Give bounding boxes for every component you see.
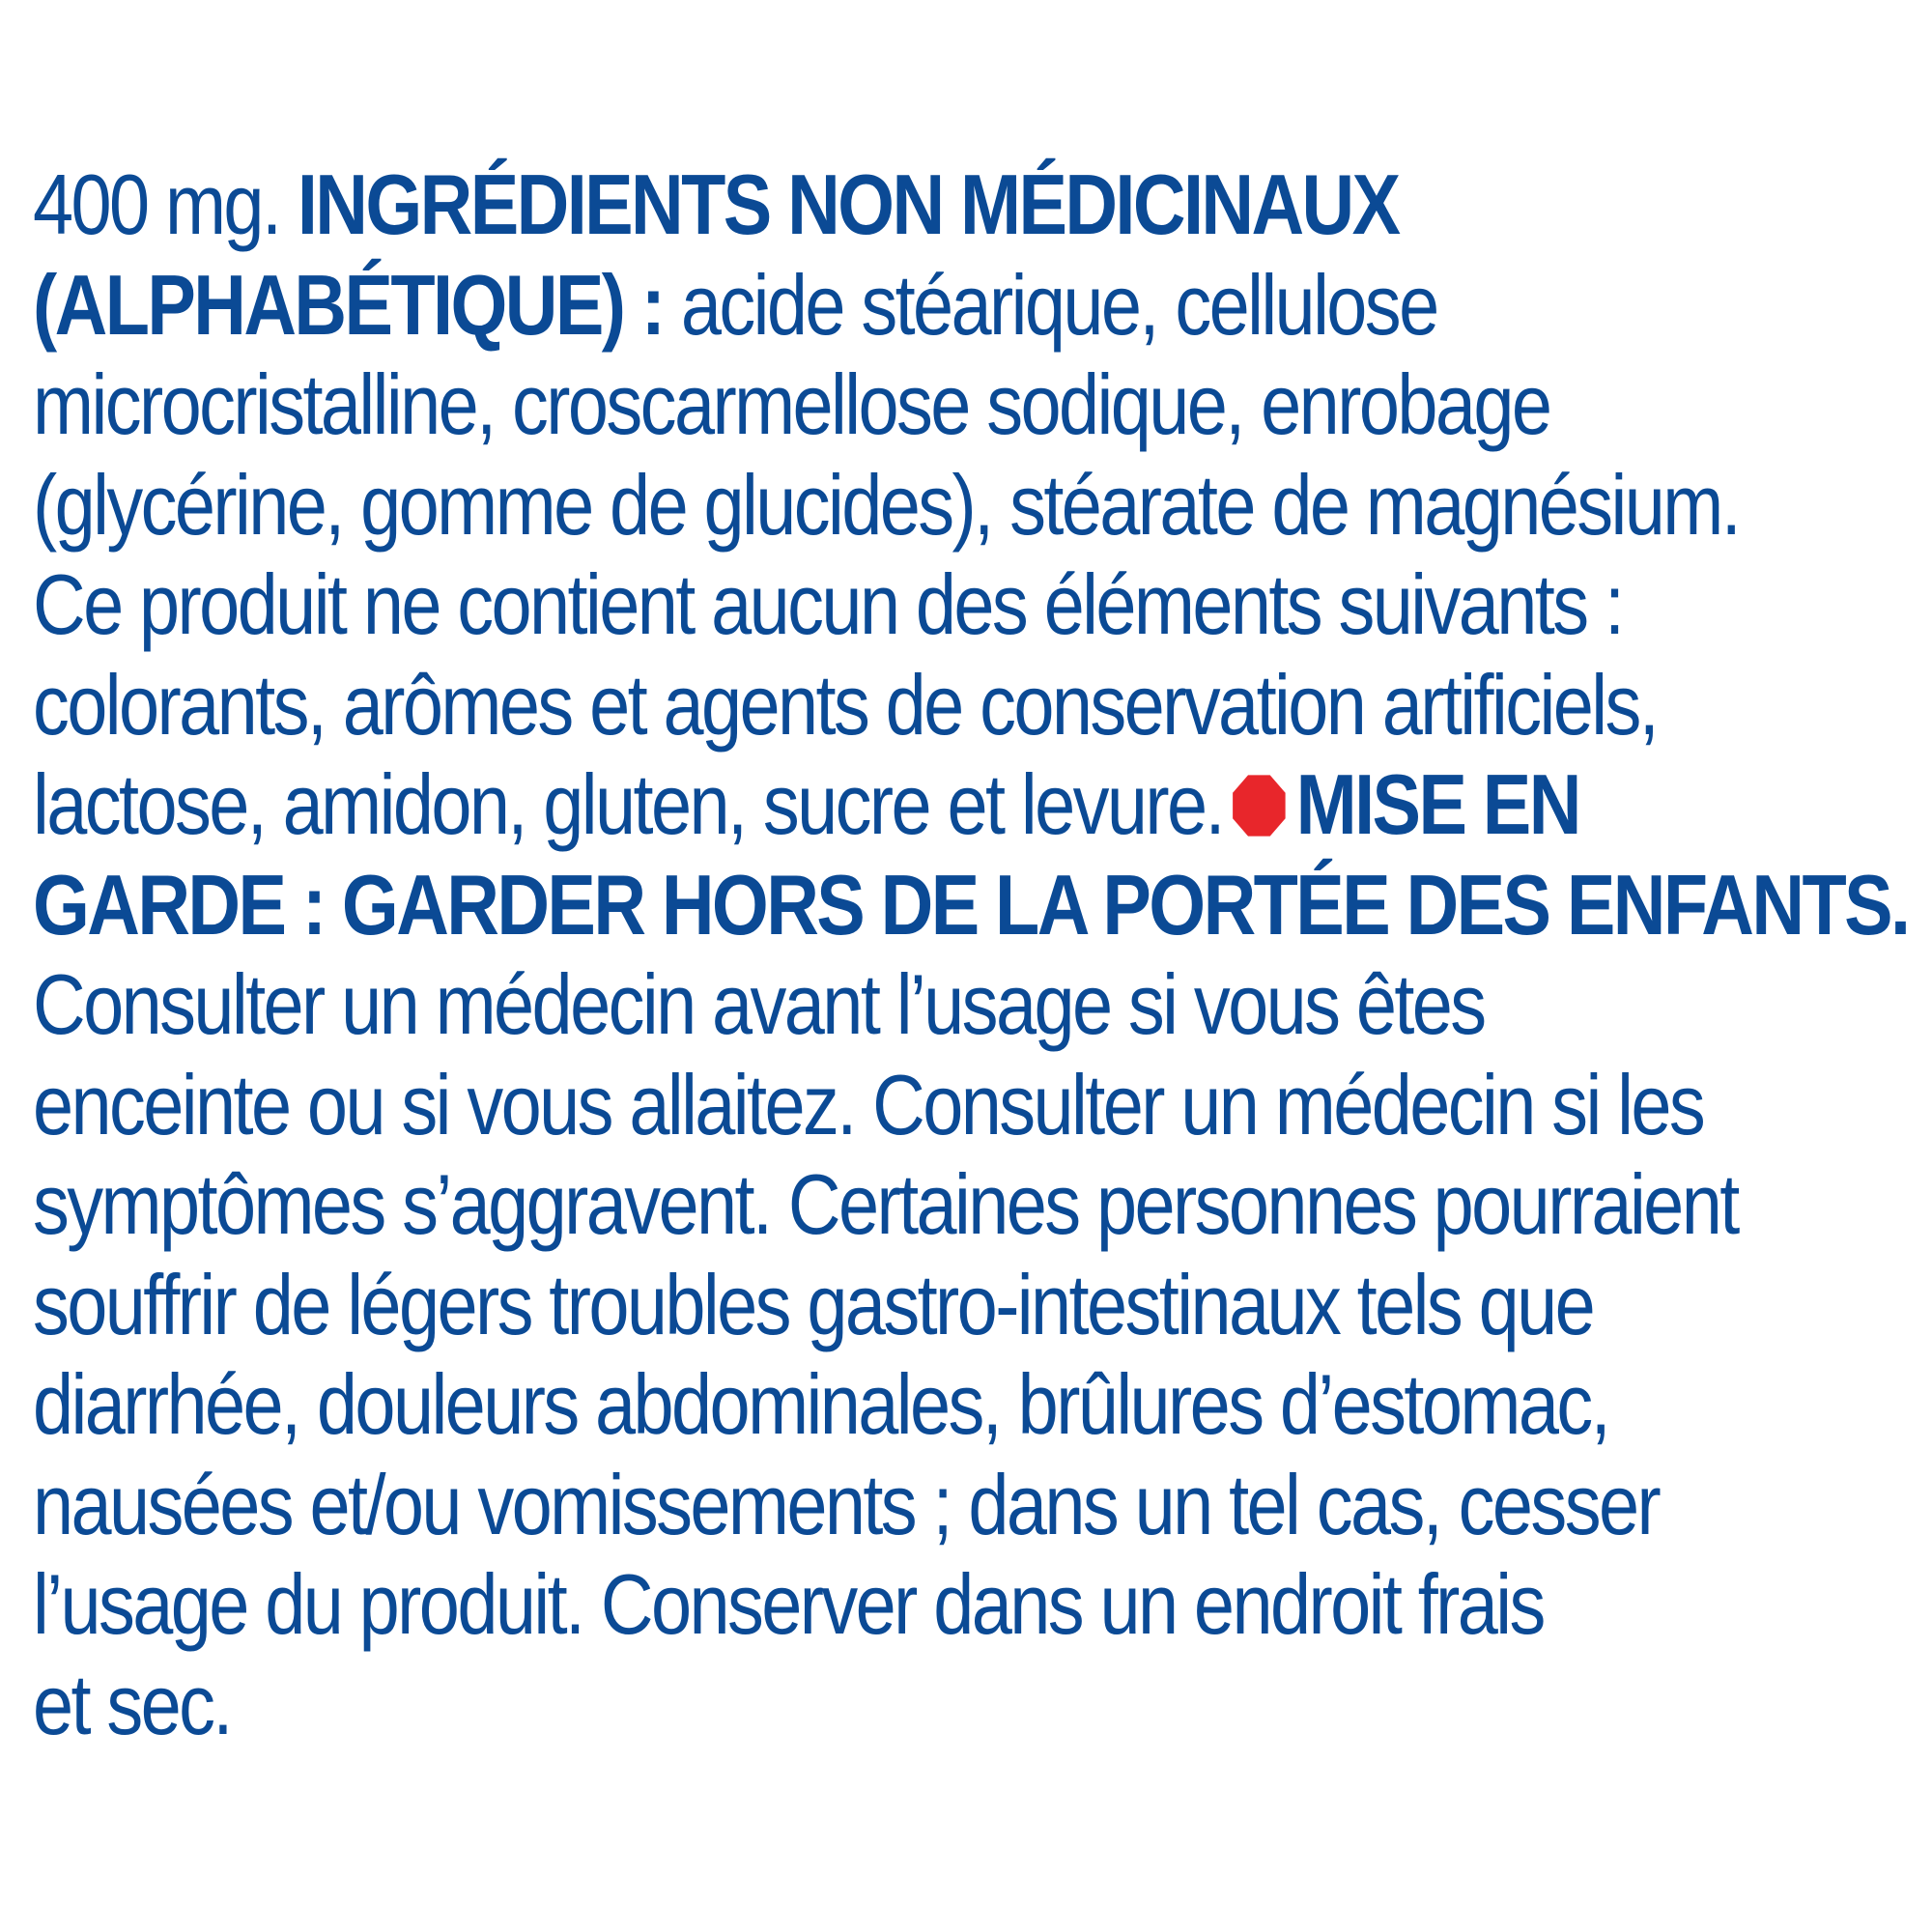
line-text: Consulter un médecin avant l’usage si vous êtes — [33, 956, 1485, 1052]
warning-heading-text: GARDE : GARDER HORS DE LA PORTÉE DES ENFANTS. — [33, 856, 1909, 952]
line-text: colorants, arômes et agents de conservation artificiels, — [33, 656, 1658, 753]
label-line — [33, 954, 1662, 1055]
label-line — [33, 754, 1662, 855]
heading-text: (ALPHABÉTIQUE) : — [33, 256, 664, 353]
line-text: Ce produit ne contient aucun des éléments suivants : — [33, 556, 1623, 652]
label-line — [33, 355, 1662, 455]
line-text: symptômes s’aggravent. Certaines personnes pourraient — [33, 1156, 1738, 1252]
label-line — [33, 455, 1740, 555]
label-line — [33, 1354, 1662, 1455]
line-text: lactose, amidon, gluten, sucre et levure. — [33, 756, 1223, 852]
label-line — [33, 655, 1662, 755]
label-line — [33, 1655, 1662, 1755]
label-line — [33, 554, 1662, 655]
label-line — [33, 1154, 1738, 1255]
label-line — [33, 1554, 1662, 1655]
line-text: (glycérine, gomme de glucides), stéarate de magnésium. — [33, 456, 1740, 553]
line-text: et sec. — [33, 1656, 231, 1752]
heading-text: INGRÉDIENTS NON MÉDICINAUX — [297, 156, 1399, 252]
stop-sign-shape — [1233, 775, 1285, 836]
line-text: souffrir de légers troubles gastro-intestinaux tels que — [33, 1256, 1594, 1352]
label-line — [33, 1055, 1704, 1155]
warning-heading-text: MISE EN — [1295, 756, 1579, 852]
label-line — [33, 1255, 1662, 1355]
product-label-text — [33, 155, 1909, 1754]
line-text: nausées et/ou vomissements ; dans un tel cas, cesser — [33, 1456, 1660, 1552]
label-line — [33, 255, 1662, 355]
line-text: acide stéarique, cellulose — [663, 256, 1437, 353]
label-line — [33, 1455, 1662, 1555]
line-text: diarrhée, douleurs abdominales, brûlures d’estomac, — [33, 1356, 1609, 1452]
stop-sign-icon — [1232, 774, 1287, 838]
label-line — [33, 855, 1909, 955]
line-text: 400 mg. — [33, 156, 298, 252]
label-line — [33, 155, 1662, 255]
line-text: microcristalline, croscarmellose sodique, enrobage — [33, 356, 1550, 452]
line-text: l’usage du produit. Conserver dans un endroit frais — [33, 1556, 1544, 1652]
line-text: enceinte ou si vous allaitez. Consulter un médecin si les — [33, 1056, 1704, 1152]
